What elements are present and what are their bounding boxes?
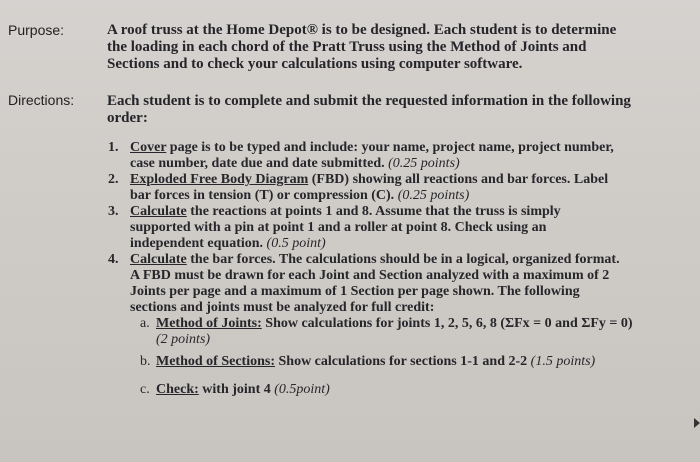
task-text: A FBD must be drawn for each Joint and Section analyzed with a — [130, 268, 523, 283]
subtask-b — [130, 354, 688, 370]
task-text: page is to be typed and include: your name, project name, project number, — [166, 140, 614, 155]
task-keyword: Exploded Free Body Diagram — [130, 172, 309, 187]
purpose-line: A roof truss at the Home Depot® is to be designed. Each student is to determine — [107, 22, 617, 38]
directions-text — [107, 93, 697, 127]
directions-line: order: — [107, 110, 148, 126]
task-emphasis: maximum of 2 — [522, 268, 610, 283]
task-item-4 — [108, 252, 688, 398]
task-text: . The following — [490, 284, 580, 299]
task-text: independent equation. — [130, 236, 267, 251]
subtask-text: with joint 4 — [198, 382, 275, 397]
directions-label: Directions: — [8, 92, 75, 108]
points-value: (2 points) — [156, 332, 211, 347]
subtask-letter: b. — [140, 354, 151, 369]
task-item-2 — [108, 172, 688, 204]
task-text: case number, date due and date submitted. — [130, 156, 389, 171]
task-keyword: Calculate — [130, 252, 187, 267]
purpose-line: Sections and to check your calculations using computer software. — [107, 56, 523, 72]
task-text: sections and joints must be analyzed for full credit: — [130, 300, 435, 315]
task-emphasis: Joints per page and a maximum of 1 Section per page shown — [130, 284, 491, 299]
subtask-text: Show calculations for sections 1-1 and 2-2 — [275, 354, 531, 369]
points-value: (1.5 points) — [530, 354, 596, 369]
task-number: 1. — [108, 140, 119, 155]
purpose-label: Purpose: — [8, 22, 65, 38]
page-edge-arrow-icon — [694, 418, 700, 428]
points-value: (0.5 point) — [266, 236, 326, 251]
subtask-letter: c. — [140, 382, 150, 397]
subtask-keyword: Check: — [156, 382, 199, 397]
directions-line: Each student is to complete and submit the requested information in the following — [107, 93, 631, 109]
subtask-keyword: Method of Joints: — [156, 316, 262, 331]
subtask-keyword: Method of Sections: — [156, 354, 275, 369]
purpose-text — [107, 22, 697, 73]
task-number: 3. — [108, 204, 119, 219]
subtask-a — [130, 316, 688, 348]
task-text: bar forces in tension (T) or compression (C). — [130, 188, 398, 203]
subtask-text: Show calculations for joints 1, 2, 5, 6, 8 (ΣFx = 0 and ΣFy = 0) — [261, 316, 633, 331]
task-list — [108, 140, 688, 398]
task-number: 2. — [108, 172, 119, 187]
task-item-3 — [108, 204, 688, 252]
task-text: the reactions at points 1 and 8. Assume that the truss is simply — [186, 204, 561, 219]
subtask-letter: a. — [140, 316, 150, 331]
task-keyword: Calculate — [130, 204, 187, 219]
task-item-1 — [108, 140, 688, 172]
task-text: the bar forces. The calculations should be in a logical, organized format. — [186, 252, 620, 267]
purpose-line: the loading in each chord of the Pratt Truss using the Method of Joints and — [107, 39, 587, 55]
points-value: (0.5point) — [274, 382, 330, 397]
subtask-c — [130, 382, 688, 398]
task-keyword: Cover — [130, 140, 167, 155]
points-value: (0.25 points) — [388, 156, 460, 171]
task-text: (FBD) showing all reactions and bar forces. Label — [308, 172, 609, 187]
task-text: supported with a pin at point 1 and a roller at point 8. Check using an — [130, 220, 547, 235]
task-number: 4. — [108, 252, 119, 267]
points-value: (0.25 points) — [397, 188, 470, 203]
